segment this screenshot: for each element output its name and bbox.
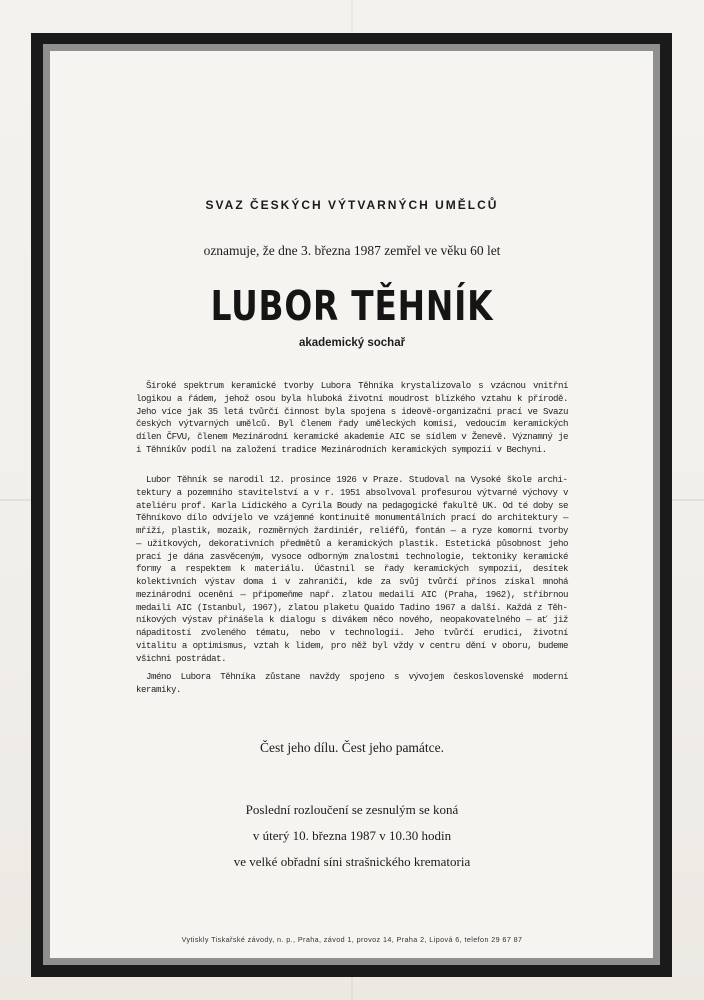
organization-heading: SVAZ ČESKÝCH VÝTVARNÝCH UMĚLCŮ: [205, 198, 499, 212]
paragraph-text: Široké spektrum keramické tvorby Lubora Těhníka krystalizovalo s vzácnou vnitřní logikou a řádem, jehož osou byla hluboká životní moudrost blízkého vztahu k přírodě. Jeho více jak 35 letá tvůrčí činnost byla spojena s ideově-organizační prací ve Svazu českých výtvarných umělců. Byl členem řady uměleckých komisí, vedoucím keramických dílen ČFVU, členem Mezinárodní keramické akademie AIC se sídlem v Ženevě. Významný je i Těhníkův podíl na založení tradice Mezinárodních keramických sympozií v Bechyni.: [136, 380, 568, 455]
farewell-line-2: v úterý 10. března 1987 v 10.30 hodin: [252, 828, 452, 843]
deceased-title: akademický sochař: [298, 337, 406, 349]
paragraph-text: Lubor Těhník se narodil 12. prosince 1926 v Praze. Studoval na Vysoké škole architektury a pozemního stavitelství a v r. 1951 absolvoval profesurou výtvarné výchovy v ateliéru prof. Karla Lidického a Cyrila Boudy na pedagogické fakultě UK. Od té doby se Těhníkovo dílo odvíjelo ve vzájemné kontinuitě monumentálních prací do architektury — mříží, plastik, mozaik, rozměrných žardiniér, reliéfů, fontán — a ryze komorní tvorby — užitkových, dekorativních předmětů a keramických plastik. Estetická působnost jeho prací je dána zasvěceným, vysoce odborným znalostmi technologie, tektoniky keramické formy a respektem k materiálu. Účastnil se řady keramických sympozií, desítek kolektivních výstav doma i v zahraničí, kde za svůj tvůrčí přínos získal mnohá mezinárodní ocenění — připomeňme např. zlatou medaili AIC (Praha, 1962), stříbrnou medaili AIC (Istanbul, 1967), zlatou plaketu Quaido Tadino 1967 a další. Každá z Těhníkových výstav přinášela k dialogu s divákem něco nového, neopakovatelného — ať již nápaditostí zvoleného tématu, nebo v technologii. Jeho tvůrčí erudici, životní vitalitu a optimismus, vztah k lidem, pro něž byl vždy v centru dění v oboru, budeme všichni postrádat.: [136, 474, 568, 664]
honor-motto: Čest jeho dílu. Čest jeho památce.: [259, 740, 445, 755]
paragraph-text: Jméno Lubora Těhníka zůstane navždy spojeno s vývojem československé moderní keramiky.: [136, 671, 568, 695]
announcement-line: oznamuje, že dne 3. března 1987 zemřel ve věku 60 let: [203, 243, 501, 258]
farewell-line-3: ve velké obřadní síni strašnického krematoria: [233, 854, 471, 869]
biography-paragraph-2: [136, 474, 568, 665]
biography-paragraph-1: [136, 380, 568, 457]
biography-paragraph-3: [136, 671, 568, 697]
farewell-line-1: Poslední rozloučení se zesnulým se koná: [245, 802, 459, 817]
deceased-name: LUBOR TĚHNÍK: [210, 282, 494, 330]
printer-imprint: Vytiskly Tiskařské závody, n. p., Praha, závod 1, provoz 14, Praha 2, Lipová 6, telefon 29 67 87: [181, 935, 523, 944]
